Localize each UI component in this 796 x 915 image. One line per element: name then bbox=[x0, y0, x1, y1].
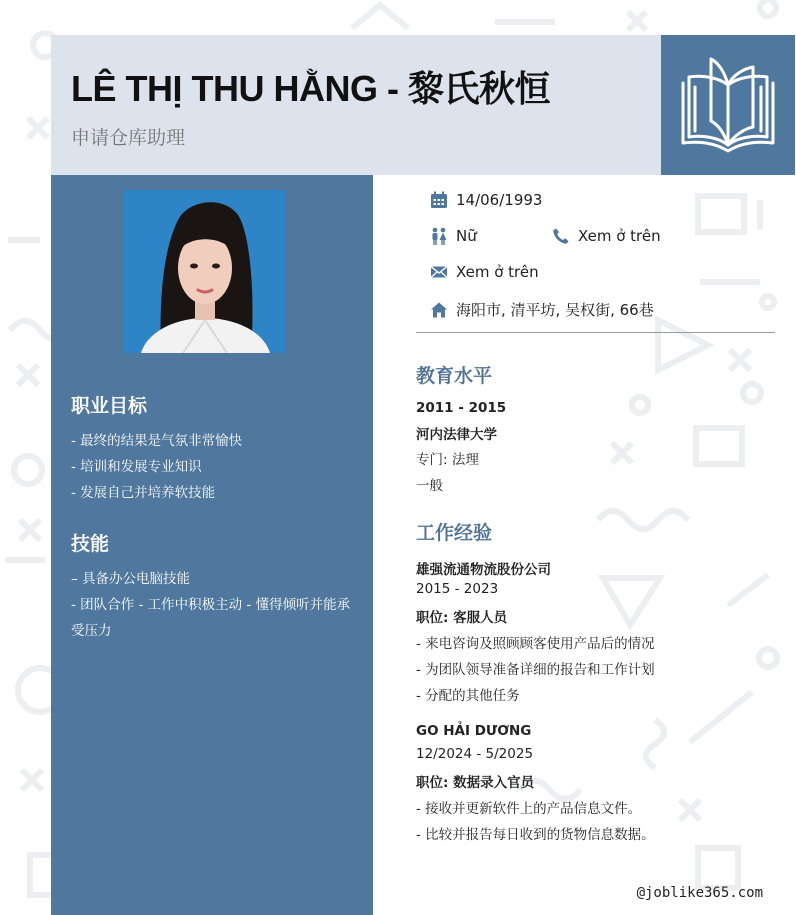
header-banner bbox=[51, 35, 661, 175]
job-duty: - 分配的其他任务 bbox=[416, 688, 520, 704]
job-position: 职位: 客服人员 bbox=[416, 610, 508, 626]
phone-value: Xem ở trên bbox=[578, 227, 661, 245]
job-duty: - 来电咨询及照顾顾客使用产品后的情况 bbox=[416, 636, 655, 652]
birthday-row bbox=[430, 191, 542, 209]
main-content bbox=[373, 175, 796, 915]
job-duty: - 为团队领导准备详细的报告和工作计划 bbox=[416, 662, 655, 678]
list-item: - 团队合作 - 工作中积极主动 - 懂得倾听并能承 bbox=[71, 597, 351, 613]
divider bbox=[416, 332, 775, 333]
calendar-icon bbox=[430, 191, 448, 209]
email-row bbox=[430, 263, 539, 281]
skills-list bbox=[71, 566, 363, 644]
candidate-name: LÊ THỊ THU HẰNG - 黎氏秋恒 bbox=[71, 68, 550, 109]
job-duty: - 比较并报告每日收到的货物信息数据。 bbox=[416, 827, 655, 843]
home-icon bbox=[430, 301, 448, 319]
job-duty: - 接收并更新软件上的产品信息文件。 bbox=[416, 801, 642, 817]
list-item: - 培训和发展专业知识 bbox=[71, 459, 202, 475]
job-period: 2015 - 2023 bbox=[416, 581, 499, 597]
job-company: GO HẢI DƯƠNG bbox=[416, 723, 532, 739]
job-period: 12/2024 - 5/2025 bbox=[416, 746, 534, 762]
mail-icon bbox=[430, 263, 448, 281]
experience-heading: 工作经验 bbox=[416, 522, 493, 544]
objective-heading: 职业目标 bbox=[71, 395, 148, 417]
education-heading: 教育水平 bbox=[416, 365, 493, 387]
website-watermark: @joblike365.com bbox=[636, 885, 763, 901]
profile-photo bbox=[123, 190, 286, 353]
gender-icon bbox=[430, 227, 448, 245]
education-school: 河内法律大学 bbox=[416, 427, 497, 443]
address-row bbox=[430, 299, 654, 320]
list-item: 受压力 bbox=[71, 623, 112, 639]
education-grade: 一般 bbox=[416, 478, 443, 494]
phone-icon bbox=[552, 227, 570, 245]
objective-list bbox=[71, 428, 363, 506]
list-item: - 发展自己并培养软技能 bbox=[71, 485, 216, 501]
book-icon bbox=[681, 57, 775, 153]
phone-row bbox=[552, 227, 661, 245]
job-company: 雄强流通物流股份公司 bbox=[416, 562, 551, 578]
list-item: - 最终的结果是气氛非常愉快 bbox=[71, 433, 243, 449]
birthday-value: 14/06/1993 bbox=[456, 191, 543, 209]
sidebar bbox=[51, 175, 373, 915]
address-value: 海阳市, 清平坊, 吴权街, 66巷 bbox=[456, 301, 654, 319]
skills-heading: 技能 bbox=[71, 533, 110, 555]
job-position: 职位: 数据录入官员 bbox=[416, 775, 535, 791]
education-period: 2011 - 2015 bbox=[416, 400, 507, 416]
email-value: Xem ở trên bbox=[456, 263, 539, 281]
gender-row bbox=[430, 227, 477, 245]
list-item: – 具备办公电脑技能 bbox=[71, 571, 191, 587]
job-title: 申请仓库助理 bbox=[71, 127, 186, 149]
education-major: 专门: 法理 bbox=[416, 452, 479, 468]
logo-panel bbox=[661, 35, 795, 175]
gender-value: Nữ bbox=[456, 227, 477, 245]
